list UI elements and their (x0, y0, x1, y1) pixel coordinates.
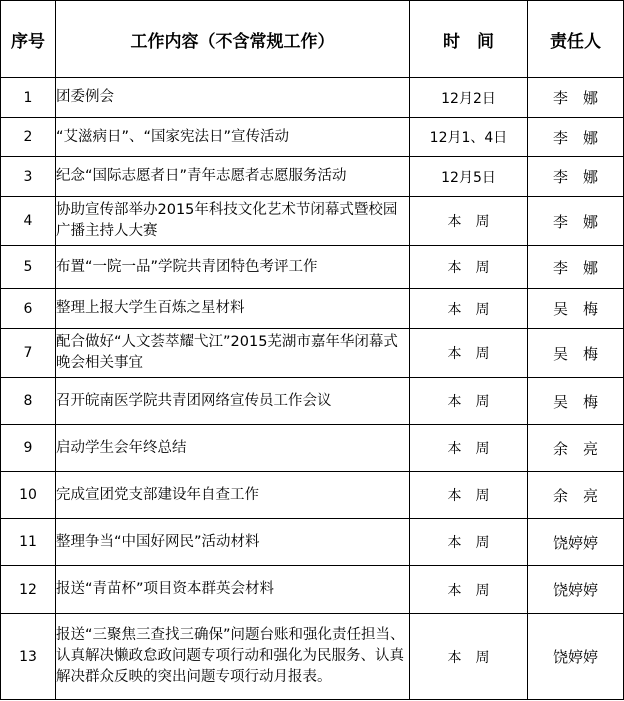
table-row (1, 378, 624, 425)
row-number: 11 (1, 519, 56, 566)
row-content: 布置“一院一品”学院共青团特色考评工作 (56, 246, 410, 289)
row-person: 吴 梅 (528, 378, 624, 425)
row-time: 本 周 (410, 566, 528, 614)
header-time: 时 间 (410, 1, 528, 78)
row-content: 整理上报大学生百炼之星材料 (56, 289, 410, 329)
row-content: 完成宣团党支部建设年自查工作 (56, 472, 410, 519)
row-content: 协助宣传部举办2015年科技文化艺术节闭幕式暨校园广播主持人大赛 (56, 197, 410, 246)
row-number: 2 (1, 118, 56, 157)
header-row (1, 1, 624, 78)
row-person: 李 娜 (528, 157, 624, 197)
header-content: 工作内容（不含常规工作） (56, 1, 410, 78)
table-row (1, 78, 624, 118)
row-number: 7 (1, 329, 56, 378)
row-person: 吴 梅 (528, 289, 624, 329)
row-time: 本 周 (410, 614, 528, 700)
row-number: 6 (1, 289, 56, 329)
row-time: 本 周 (410, 519, 528, 566)
row-time: 12月1、4日 (410, 118, 528, 157)
row-time: 本 周 (410, 472, 528, 519)
row-number: 12 (1, 566, 56, 614)
row-person: 李 娜 (528, 246, 624, 289)
row-number: 8 (1, 378, 56, 425)
table-row (1, 566, 624, 614)
row-person: 李 娜 (528, 197, 624, 246)
table-row (1, 614, 624, 700)
table-row (1, 329, 624, 378)
row-time: 本 周 (410, 197, 528, 246)
row-person: 李 娜 (528, 118, 624, 157)
row-person: 吴 梅 (528, 329, 624, 378)
row-person: 饶婷婷 (528, 614, 624, 700)
row-person: 李 娜 (528, 78, 624, 118)
header-num: 序号 (1, 1, 56, 78)
row-person: 饶婷婷 (528, 519, 624, 566)
row-person: 饶婷婷 (528, 566, 624, 614)
row-number: 10 (1, 472, 56, 519)
row-content: 整理争当“中国好网民”活动材料 (56, 519, 410, 566)
table-row (1, 519, 624, 566)
row-time: 本 周 (410, 246, 528, 289)
row-time: 本 周 (410, 425, 528, 472)
row-time: 12月2日 (410, 78, 528, 118)
row-content: “艾滋病日”、“国家宪法日”宣传活动 (56, 118, 410, 157)
row-number: 13 (1, 614, 56, 700)
row-content: 报送“青苗杯”项目资本群英会材料 (56, 566, 410, 614)
row-number: 1 (1, 78, 56, 118)
row-time: 本 周 (410, 378, 528, 425)
row-content: 纪念“国际志愿者日”青年志愿者志愿服务活动 (56, 157, 410, 197)
row-number: 3 (1, 157, 56, 197)
row-time: 本 周 (410, 289, 528, 329)
row-person: 余 亮 (528, 425, 624, 472)
table-row (1, 425, 624, 472)
row-content: 启动学生会年终总结 (56, 425, 410, 472)
row-number: 5 (1, 246, 56, 289)
table-row (1, 289, 624, 329)
table-row (1, 118, 624, 157)
row-content: 配合做好“人文荟萃耀弋江”2015芜湖市嘉年华闭幕式晚会相关事宜 (56, 329, 410, 378)
row-time: 12月5日 (410, 157, 528, 197)
table-row (1, 246, 624, 289)
row-content: 团委例会 (56, 78, 410, 118)
row-content: 报送“三聚焦三查找三确保”问题台账和强化责任担当、认真解决懒政怠政问题专项行动和强化为民服务、认真解决群众反映的突出问题专项行动月报表。 (56, 614, 410, 700)
row-number: 9 (1, 425, 56, 472)
header-person: 责任人 (528, 1, 624, 78)
row-number: 4 (1, 197, 56, 246)
table-row (1, 157, 624, 197)
row-time: 本 周 (410, 329, 528, 378)
table-row (1, 472, 624, 519)
table-row (1, 197, 624, 246)
row-person: 余 亮 (528, 472, 624, 519)
row-content: 召开皖南医学院共青团网络宣传员工作会议 (56, 378, 410, 425)
